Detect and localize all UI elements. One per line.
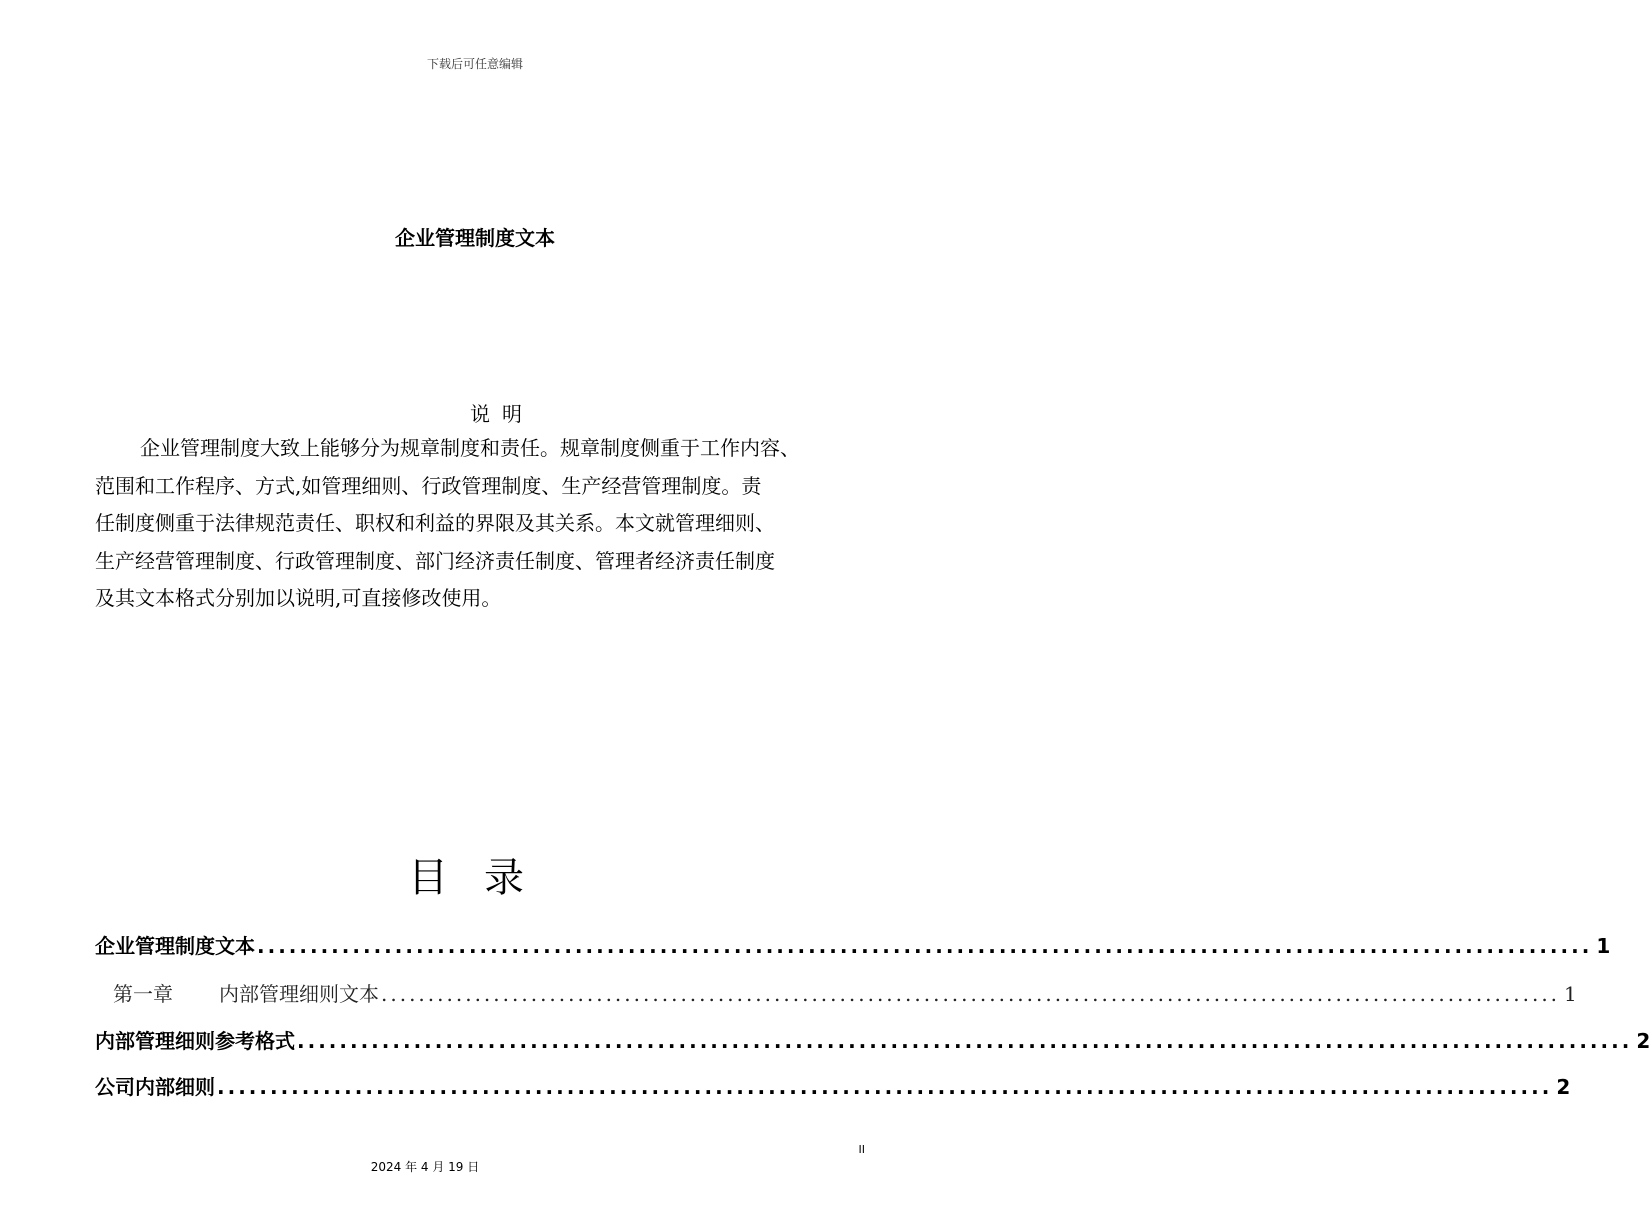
toc-leader-dots: .............................................................................................................................. bbox=[381, 982, 1561, 1006]
toc-entry-internal-rules-format[interactable] bbox=[95, 1025, 1650, 1054]
toc-leader-dots: .............................................................................................................................. bbox=[217, 1075, 1553, 1099]
toc-entry-chapter: 第一章 bbox=[113, 982, 173, 1006]
toc-entry-enterprise-management-text[interactable] bbox=[95, 930, 1611, 959]
toc-entry-label: 公司内部细则 bbox=[95, 1075, 215, 1099]
page-number: II bbox=[858, 1143, 865, 1156]
toc-leader-dots: .............................................................................................................................. bbox=[257, 934, 1593, 958]
document-title: 企业管理制度文本 bbox=[395, 226, 555, 250]
explanation-heading: 说明 bbox=[470, 402, 534, 426]
header-note: 下载后可任意编辑 bbox=[426, 57, 523, 71]
explanation-line: 生产经营管理制度、行政管理制度、部门经济责任制度、管理者经济责任制度 bbox=[95, 548, 775, 573]
toc-entry-label: 内部管理细则参考格式 bbox=[95, 1029, 295, 1053]
toc-entry-page: 2 bbox=[1636, 1029, 1650, 1053]
toc-entry-page: 2 bbox=[1556, 1075, 1571, 1099]
explanation-line: 任制度侧重于法律规范责任、职权和利益的界限及其关系。本文就管理细则、 bbox=[95, 511, 775, 535]
explanation-line: 范围和工作程序、方式,如管理细则、行政管理制度、生产经营管理制度。责 bbox=[95, 473, 762, 498]
explanation-line: 及其文本格式分别加以说明,可直接修改使用。 bbox=[95, 586, 502, 610]
toc-entry-company-internal-rules[interactable] bbox=[95, 1071, 1571, 1100]
toc-entry-label: 内部管理细则文本 bbox=[219, 982, 379, 1006]
toc-entry-label: 企业管理制度文本 bbox=[95, 934, 255, 958]
explanation-body bbox=[95, 430, 895, 618]
toc-entry-chapter-one[interactable] bbox=[113, 978, 1577, 1007]
explanation-line: 企业管理制度大致上能够分为规章制度和责任。规章制度侧重于工作内容、 bbox=[140, 436, 800, 460]
toc-leader-dots: .............................................................................................................................. bbox=[297, 1029, 1633, 1053]
toc-entry-page: 1 bbox=[1564, 982, 1577, 1006]
toc-entry-page: 1 bbox=[1596, 934, 1611, 958]
toc-title: 目录 bbox=[408, 855, 560, 901]
footer-date: 2024 年 4 月 19 日 bbox=[370, 1160, 480, 1174]
